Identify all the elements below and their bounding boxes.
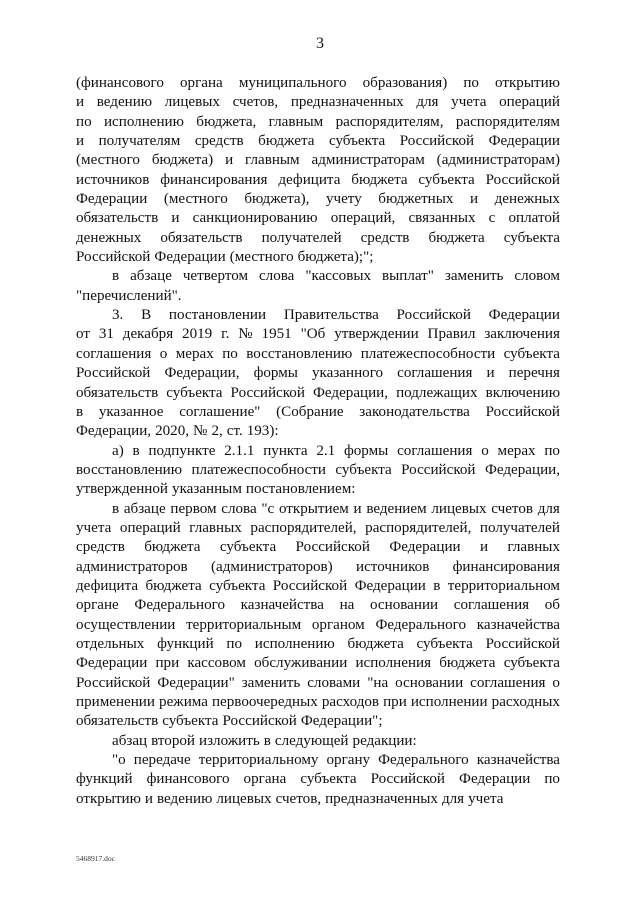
text-line: денежных обязательств получателей средств бюджета субъекта (76, 229, 560, 246)
text-line: "о передаче территориальному органу Федерального казначейства (112, 752, 560, 769)
text-line: в абзаце четвертом слова "кассовых выплат" заменить словом (112, 268, 560, 285)
text-line: учета операций главных распорядителей, распорядителей, получателей (76, 519, 560, 536)
paragraph (76, 732, 560, 751)
text-line: дефицита бюджета субъекта Российской Федерации в территориальном (76, 577, 560, 594)
text-line: применении режима первоочередных расходов при исполнении расходных (76, 694, 560, 710)
text-line: обязательств субъекта Российской Федерации"; (76, 713, 383, 730)
text-line: функций финансового органа субъекта Российской Федерации по (76, 771, 560, 788)
text-line: отдельных функций по исполнению бюджета субъекта Российской (76, 635, 560, 652)
text-line: органе Федерального казначейства на основании соглашения об (76, 597, 560, 614)
text-line: и получателям средств бюджета субъекта Российской Федерации (76, 133, 560, 150)
text-line: (местного бюджета) и главным администраторам (администраторам) (76, 152, 560, 169)
paragraph (76, 500, 560, 732)
text-line: осуществлении территориальным органом Федерального казначейства (76, 616, 560, 633)
paragraph (76, 267, 560, 306)
text-line: Федерации (местного бюджета), учету бюджетных и денежных (76, 191, 560, 208)
text-line: и ведению лицевых счетов, предназначенных для учета операций (76, 94, 560, 111)
text-line: от 31 декабря 2019 г. № 1951 "Об утверждении Правил заключения (76, 326, 560, 343)
text-line: Российской Федерации, формы указанного соглашения и перечня (76, 365, 560, 382)
text-line: Российской Федерации" заменить словами "на основании соглашения о (76, 674, 560, 691)
text-line: средств бюджета субъекта Российской Федерации и главных (76, 539, 560, 556)
document-file-reference: 5468917.doc (76, 854, 115, 863)
text-line: администраторов (администраторов) источников финансирования (76, 558, 560, 575)
text-line: обязательств и санкционированию операций, связанных с оплатой (76, 210, 560, 227)
text-line: абзац второй изложить в следующей редакции: (112, 732, 417, 749)
text-line: (финансового органа муниципального образования) по открытию (76, 75, 560, 91)
text-line: обязательств субъекта Российской Федерации, подлежащих включению (76, 384, 560, 401)
text-line: источников финансирования дефицита бюджета субъекта Российской (76, 171, 560, 188)
text-line: "перечислений". (76, 287, 182, 304)
paragraph (76, 306, 560, 441)
paragraph (76, 751, 560, 809)
text-line: Российской Федерации (местного бюджета);"; (76, 249, 374, 266)
text-line: в абзаце первом слова "с открытием и ведением лицевых счетов для (112, 500, 560, 517)
text-line: открытию и ведению лицевых счетов, предназначенных для учета (76, 790, 504, 807)
page-number: 3 (316, 35, 324, 52)
paragraph (76, 74, 560, 267)
text-line: Федерации, 2020, № 2, ст. 193): (76, 423, 279, 440)
text-line: утвержденной указанным постановлением: (76, 481, 356, 498)
text-line: по исполнению бюджета, главным распорядителям, распорядителям (76, 113, 560, 130)
text-line: 3. В постановлении Правительства Российской Федерации (112, 307, 560, 324)
text-line: в указанное соглашение" (Собрание законодательства Российской (76, 403, 560, 420)
paragraph (76, 442, 560, 500)
text-line: Федерации при кассовом обслуживании исполнения бюджета субъекта (76, 655, 560, 672)
text-line: соглашения о мерах по восстановлению платежеспособности субъекта (76, 345, 560, 362)
text-line: а) в подпункте 2.1.1 пункта 2.1 формы соглашения о мерах по (112, 442, 560, 459)
document-body (76, 74, 560, 809)
text-line: восстановлению платежеспособности субъекта Российской Федерации, (76, 461, 560, 478)
